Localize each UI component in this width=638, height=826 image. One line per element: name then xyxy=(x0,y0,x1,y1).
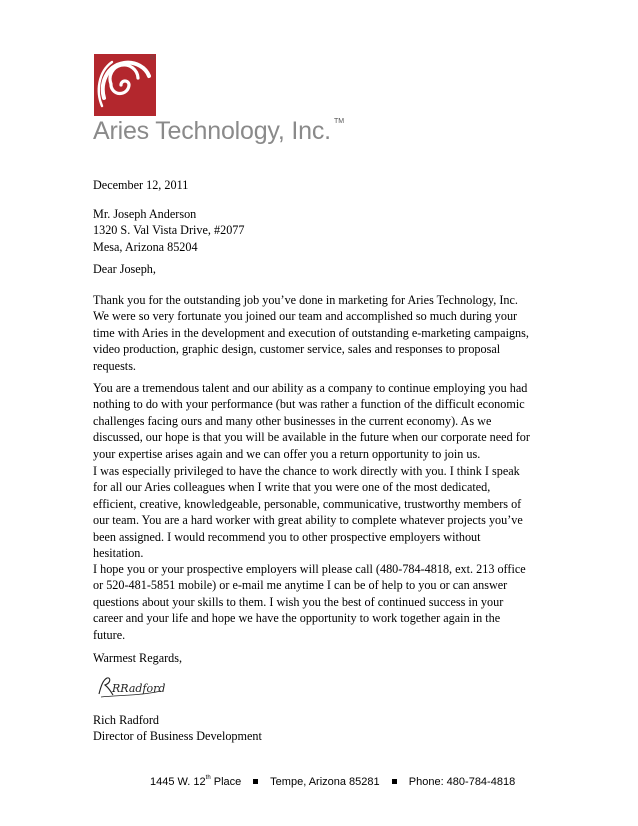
registered-mark: ® xyxy=(150,55,156,62)
trademark-mark: TM xyxy=(334,118,345,125)
footer-city: Tempe, Arizona 85281 xyxy=(270,776,380,788)
paragraph-line: future. xyxy=(93,627,126,642)
paragraph-line: challenges facing ours and many other businesses in the current economy). As we xyxy=(93,413,492,428)
recipient-address xyxy=(93,206,553,255)
aries-logo-icon xyxy=(94,54,156,116)
closing-text: Warmest Regards, xyxy=(93,651,183,665)
paragraph-line: I was especially privileged to have the chance to work directly with you. I think I speak xyxy=(93,464,520,478)
paragraph-line: your expertise arises again and we can offer you a return opportunity to join us. xyxy=(93,446,481,461)
letter-date xyxy=(93,177,553,193)
handwritten-signature xyxy=(95,672,167,702)
bullet-separator-icon xyxy=(392,779,397,784)
body-paragraph xyxy=(93,463,553,561)
footer-contact xyxy=(150,775,515,788)
recipient-city: Mesa, Arizona 85204 xyxy=(93,239,198,254)
svg-text:RRadford: RRadford xyxy=(112,682,166,695)
paragraph-line: or 520-481-5851 mobile) or e-mail me anytime I can be of help to you or can answer xyxy=(93,578,508,593)
paragraph-line: nothing to do with your performance (but was rather a function of the difficult economic xyxy=(93,397,525,412)
signer-block xyxy=(93,712,553,745)
paragraph-line: hesitation. xyxy=(93,546,144,561)
footer-phone: Phone: 480-784-4818 xyxy=(408,776,516,788)
signer-title: Director of Business Development xyxy=(93,729,262,744)
footer-address: 1445 W. 12 xyxy=(150,776,206,788)
body-paragraph xyxy=(93,292,553,374)
signer-name: Rich Radford xyxy=(93,713,160,727)
salutation xyxy=(93,261,553,277)
footer-address-rest: Place xyxy=(210,776,242,788)
salutation-text: Dear Joseph, xyxy=(93,262,156,276)
paragraph-line: Thank you for the outstanding job you’ve done in marketing for Aries Technology, Inc. xyxy=(93,293,518,307)
paragraph-line: been assigned. I would recommend you to other prospective employers without xyxy=(93,529,481,544)
paragraph-line: requests. xyxy=(93,358,136,373)
recipient-name: Mr. Joseph Anderson xyxy=(93,207,197,221)
paragraph-line: time with Aries in the development and execution of outstanding e-marketing campaigns, xyxy=(93,325,529,340)
footer-address-suffix: th xyxy=(205,775,211,781)
company-name: Aries Technology, Inc. xyxy=(93,117,331,145)
paragraph-line: for all our Aries colleagues when I write that you were one of the most dedicated, xyxy=(93,480,491,495)
closing xyxy=(93,650,553,666)
body-paragraph xyxy=(93,561,553,643)
bullet-separator-icon xyxy=(253,779,258,784)
paragraph-line: discussed, our hope is that you will be available in the future when our corporate need for xyxy=(93,430,530,445)
date-text: December 12, 2011 xyxy=(93,178,189,192)
paragraph-line: questions about your skills to them. I wish you the best of continued success in your xyxy=(93,594,504,609)
paragraph-line: I hope you or your prospective employers will please call (480-784-4818, ext. 213 office xyxy=(93,562,526,576)
paragraph-line: You are a tremendous talent and our ability as a company to continue employing you had xyxy=(93,381,528,395)
paragraph-line: efficient, creative, knowledgeable, personable, communicative, trustworthy members of xyxy=(93,496,522,511)
paragraph-line: our team. You are a hard worker with great ability to complete whatever projects you’ve xyxy=(93,513,523,528)
paragraph-line: video production, graphic design, customer service, sales and responses to proposal xyxy=(93,342,501,357)
recipient-street: 1320 S. Val Vista Drive, #2077 xyxy=(93,223,245,238)
body-paragraph xyxy=(93,380,553,462)
paragraph-line: We were so very fortunate you joined our team and accomplished so much during your xyxy=(93,309,518,324)
paragraph-line: career and your life and hope we have the opportunity to work together again in the xyxy=(93,611,501,626)
